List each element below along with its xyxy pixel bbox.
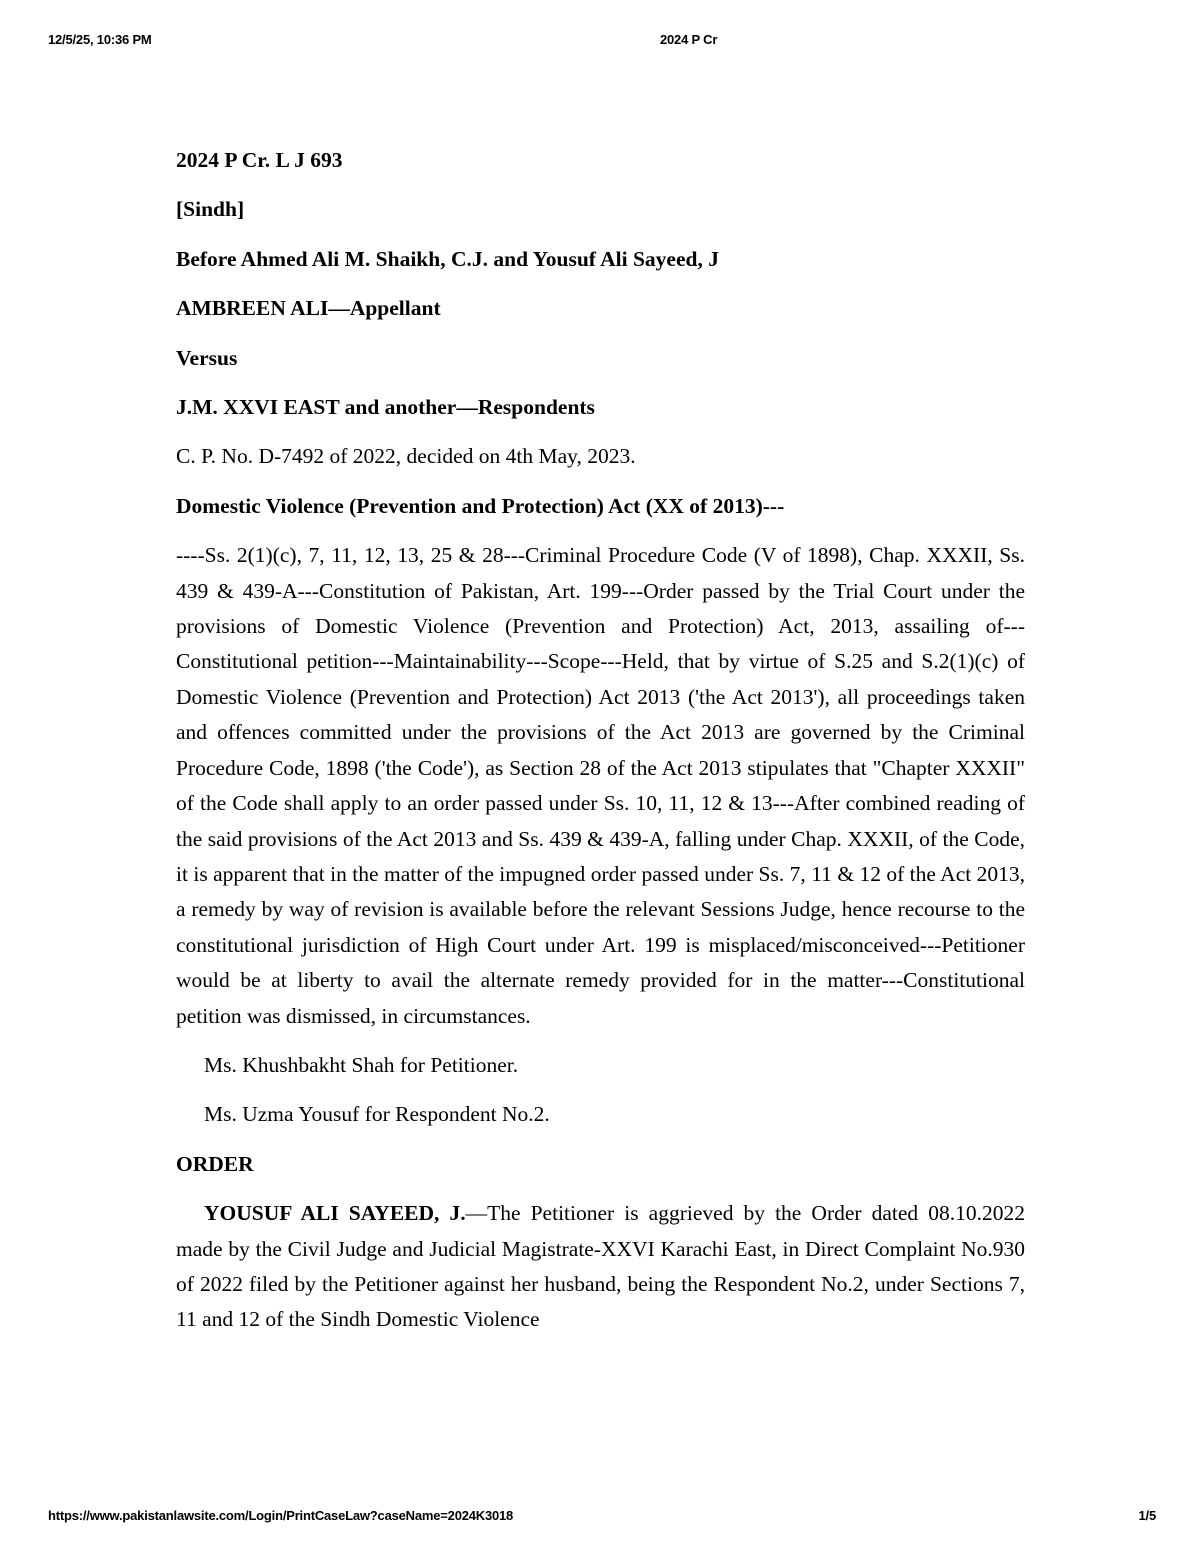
print-title: 2024 P Cr	[660, 32, 718, 47]
order-speaker: YOUSUF ALI SAYEED, J.	[204, 1201, 466, 1226]
bench: Before Ahmed Ali M. Shaikh, C.J. and Yousuf Ali Sayeed, J	[176, 246, 719, 271]
counsel-respondent: Ms. Uzma Yousuf for Respondent No.2.	[204, 1102, 550, 1127]
appellant: AMBREEN ALI—Appellant	[176, 296, 441, 321]
petition-number: C. P. No. D-7492 of 2022, decided on 4th May, 2023.	[176, 444, 636, 469]
print-datetime: 12/5/25, 10:36 PM	[48, 32, 152, 47]
order-heading: ORDER	[176, 1151, 254, 1176]
headnote: ----Ss. 2(1)(c), 7, 11, 12, 13, 25 & 28---Criminal Procedure Code (V of 1898), Chap. XXXII, Ss. 439 & 439-A---Constitution of Pakistan, Art. 199---Order passed by the Trial Court under the provisions of Domestic Violence (Prevention and Protection) Act, 2013, assailing of---Constitutional petition---Maintainability---Scope---Held, that by virtue of S.25 and S.2(1)(c) of Domestic Violence (Prevention and Protection) Act 2013 ('the Act 2013'), all proceedings taken and offences committed under the provisions of the Act 2013 are governed by the Criminal Procedure Code, 1898 ('the Code'), as Section 28 of the Act 2013 stipulates that "Chapter XXXII" of the Code shall apply to an order passed under Ss. 10, 11, 12 & 13---After combined reading of the said provisions of the Act 2013 and Ss. 439 & 439-A, falling under Chap. XXXII, of the Code, it is apparent that in the matter of the impugned order passed under Ss. 7, 11 & 12 of the Act 2013, a remedy by way of revision is available before the relevant Sessions Judge, hence recourse to the constitutional jurisdiction of High Court under Art. 199 is misplaced/misconceived---Petitioner would be at liberty to avail the alternate remedy provided for in the matter---Constitutional petition was dismissed, in circumstances.	[176, 543, 1025, 1028]
order-paragraph	[176, 1196, 1025, 1338]
case-document	[176, 143, 1025, 1352]
statute-heading: Domestic Violence (Prevention and Protection) Act (XX of 2013)---	[176, 493, 785, 518]
print-footer	[0, 1508, 1200, 1526]
order-text: —The Petitioner is aggrieved by the Order dated 08.10.2022 made by the Civil Judge and Judicial Magistrate-XXVI Karachi East, in Direct Complaint No.930 of 2022 filed by the Petitioner against her husband, being the Respondent No.2, under Sections 7, 11 and 12 of the Sindh Domestic Violence	[176, 1201, 1026, 1332]
counsel-petitioner: Ms. Khushbakht Shah for Petitioner.	[204, 1052, 519, 1077]
page-number: 1/5	[1138, 1508, 1156, 1523]
case-citation: 2024 P Cr. L J 693	[176, 148, 343, 172]
respondents: J.M. XXVI EAST and another—Respondents	[176, 395, 595, 420]
print-header	[0, 32, 1200, 50]
source-url[interactable]: https://www.pakistanlawsite.com/Login/PrintCaseLaw?caseName=2024K3018	[48, 1508, 514, 1523]
versus: Versus	[176, 345, 238, 370]
court-name: [Sindh]	[176, 197, 245, 222]
